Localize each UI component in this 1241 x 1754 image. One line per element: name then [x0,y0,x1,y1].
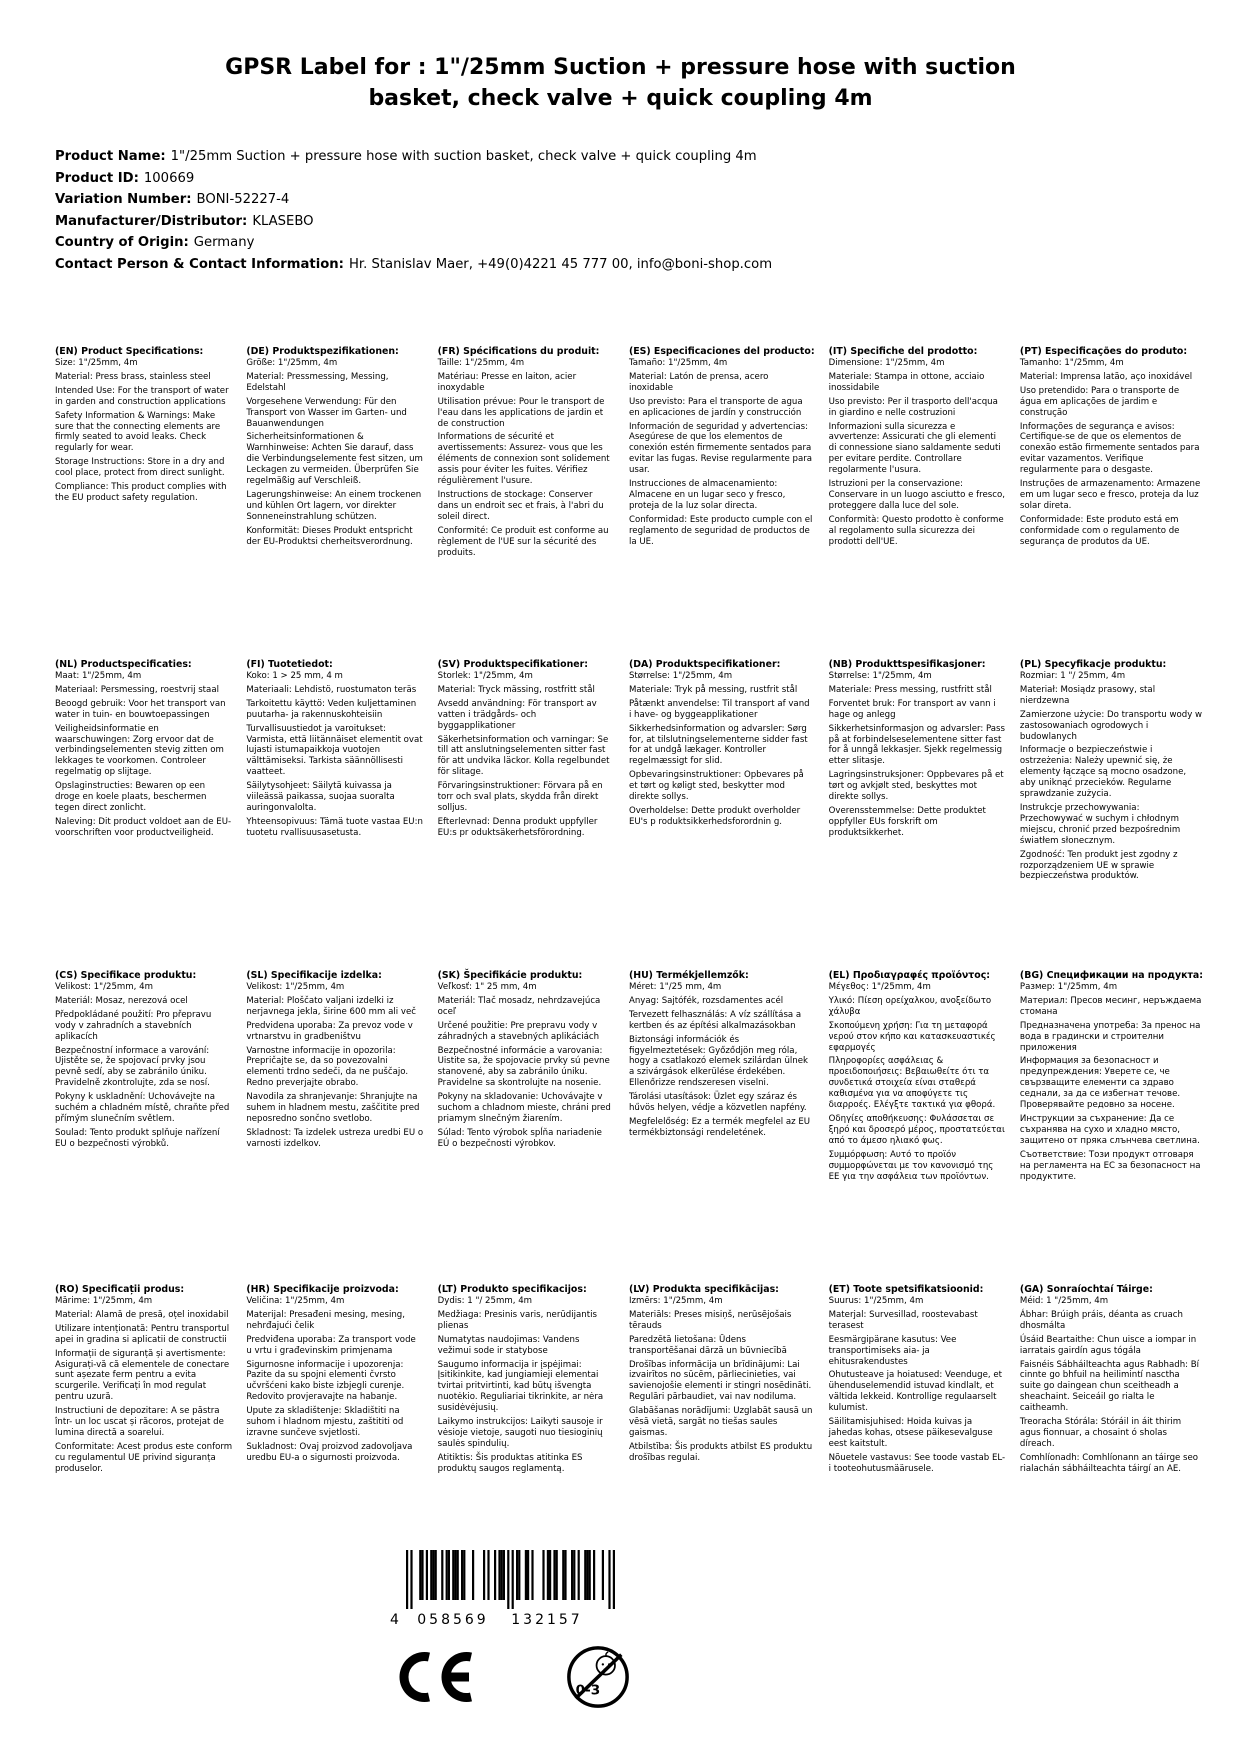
spec-block-ga [1020,1284,1203,1478]
spec-item: Material: Imprensa latão, aço inoxidável [1019,371,1193,382]
spec-item: Méid: 1 "/25mm, 4m [1019,1296,1109,1306]
spec-heading: (HU) Termékjellemzők: [628,970,749,981]
spec-item: Sigurnosne informacije i upozorenja: Pazite da su spojni elementi čvrsto učvršćeni kako biste izbjegli curenje. Redovito provjeravajte na habanje. [246,1359,405,1403]
product-info-value: 1"/25mm Suction + pressure hose with suction basket, check valve + quick coupling 4m [170,149,757,164]
spec-item: Materiál: Mosaz, nerezová ocel [55,995,188,1006]
spec-item: Größe: 1"/25mm, 4m [246,358,338,368]
page-title-line1: GPSR Label for : 1"/25mm Suction + pressure hose with suction [225,55,1016,80]
product-info-value: KLASEBO [252,213,314,229]
spec-block-en [55,346,232,659]
spec-item: Uso previsto: Per il trasporto dell'acqua in giardino e nelle costruzioni [828,396,998,418]
spec-item: Предназначена употреба: За пренос на вода в градински и строителни приложения [1019,1020,1201,1053]
spec-block-lv [629,1284,815,1478]
spec-heading: (LT) Produkto specifikacijos: [437,1284,587,1295]
spec-item: Compliance: This product complies with the EU product safety regulation. [55,482,227,503]
spec-item: Instructiuni de depozitare: A se păstra într- un loc uscat și răcoros, protejat de lumina directă a soarelui. [55,1406,224,1438]
spec-item: Numatytas naudojimas: Vandens vežimui sode ir statybose [437,1334,580,1356]
spec-item: Sicherheitsinformationen & Warnhinweise: Achten Sie darauf, dass die Verbindungselemente fest sitzen, um Leckagen zu vermeiden. Überprüfen Sie regelmäßig auf Verschleiß. [246,432,423,487]
product-info-value: BONI-52227-4 [196,192,290,208]
spec-item: Informações de segurança e avisos: Certifique-se de que os elementos de conexão estão firmemente sentados para evitar vazamentos. Verifique regularmente para o desgaste. [1019,421,1200,476]
spec-item: Opslaginstructies: Bewaren op een droge en koele plaats, beschermen tegen direct zonlicht. [55,781,207,813]
spec-item: Materiaali: Lehdistö, ruostumaton teräs [246,684,417,695]
spec-item: Størrelse: 1"/25mm, 4m [628,671,733,681]
spec-block-et [829,1284,1006,1478]
spec-item: Lagringsinstruksjoner: Oppbevares på et tørt og avkjølt sted, beskyttes mot direkte sollys. [828,770,1004,803]
spec-block-sl [246,970,423,1284]
spec-item: Material: Tryck mässing, rostfritt stål [437,684,595,695]
spec-item: Předpokládané použití: Pro přepravu vody v zahradních a stavebních aplikacích [55,1009,212,1042]
spec-heading: (HR) Specifikacije proizvoda: [246,1284,399,1295]
spec-item: Συμμόρφωση: Αυτό το προϊόν συμμορφώνεται με τον κανονισμό της ΕΕ για την ασφάλεια των προϊόντων. [828,1149,994,1182]
spec-item: Dydis: 1 "/ 25mm, 4m [437,1296,533,1306]
spec-heading: (DE) Produktspezifikationen: [246,346,399,357]
spec-item: Faisnéis Sábháilteachta agus Rabhadh: Bí cinnte go bhfuil na heilimintí nasctha suite go daingean chun sceitheadh a sheachaint. Seiceáil go rialta le caitheamh. [1019,1359,1200,1414]
spec-item: Veiligheidsinformatie en waarschuwingen: Zorg ervoor dat de verbindingselementen stevig zitten om lekkages te voorkomen. Controleer regelmatig op slijtage. [55,723,224,778]
spec-item: Navodila za shranjevanje: Shranjujte na suhem in hladnem mestu, zaščitite pred neposredno sončno svetlobo. [246,1092,420,1124]
spec-item: Instructions de stockage: Conserver dans un endroit sec et frais, à l'abri du soleil direct. [437,489,604,522]
spec-item: Tamanho: 1"/25mm, 4m [1019,358,1124,368]
spec-item: Μέγεθος: 1"/25mm, 4m [828,982,931,992]
spec-heading: (DA) Produktspecifikationer: [628,659,781,670]
spec-item: Dimensione: 1"/25mm, 4m [828,358,945,368]
spec-heading: (NB) Produkttspesifikasjoner: [828,659,986,670]
spec-heading: (FR) Spécifications du produit: [437,346,600,357]
spec-item: Säilitamisjuhised: Hoida kuivas ja jahedas kohas, otsese päikesevalguse eest kaitstult. [828,1417,993,1449]
spec-heading: (EL) Προδιαγραφές προϊόντος: [828,970,991,981]
spec-heading: (NL) Productspecificaties: [55,659,192,670]
spec-item: Atbilstība: Šis produkts atbilst ES produktu drošības regulai. [628,1441,813,1463]
spec-item: Beoogd gebruik: Voor het transport van water in tuin- en bouwtoepassingen [55,698,226,720]
barcode-group-2: 132157 [511,1612,583,1628]
spec-heading: (IT) Specifiche del prodotto: [828,346,978,357]
spec-item: Conformitate: Acest produs este conform cu regulamentul UE privind siguranța produselor. [55,1441,233,1474]
spec-block-cs [55,970,232,1284]
spec-item: Rozmiar: 1 "/ 25mm, 4m [1019,671,1126,681]
spec-item: Soulad: Tento produkt splňuje nařízení EU o bezpečnosti výrobků. [55,1127,220,1149]
page-title-line2: basket, check valve + quick coupling 4m [368,86,873,112]
spec-heading: (FI) Tuotetiedot: [246,659,333,670]
spec-heading: (EN) Product Specifications: [55,346,204,357]
spec-item: Velikost: 1"/25mm, 4m [55,982,153,992]
spec-item: Overensstemmelse: Dette produktet oppfyller EUs forskrift om produktsikkerhet. [828,805,986,838]
spec-item: Opbevaringsinstruktioner: Opbevares på et tørt og køligt sted, beskytter mod direkte sollys. [628,770,804,803]
spec-item: Tervezett felhasználás: A víz szállítása a kertben és az építési alkalmazásokban [628,1009,802,1031]
spec-heading: (PT) Especificações do produto: [1019,346,1188,357]
spec-item: Nõuetele vastavus: See toode vastab EL-i tooteohutusmäärusele. [828,1452,1006,1474]
spec-heading: (ES) Especificaciones del producto: [628,346,815,357]
spec-item: Paredzētā lietošana: Ūdens transportēšanai dārzā un būvniecībā [628,1334,787,1356]
spec-item: Materiał: Mosiądz prasowy, stal nierdzewna [1019,684,1156,706]
spec-block-fr [438,346,615,659]
spec-item: Size: 1"/25mm, 4m [55,358,138,368]
barcode [390,1550,635,1610]
spec-item: Predviđena uporaba: Za transport vode u vrtu i građevinskim primjenama [246,1334,416,1356]
spec-heading: (SK) Špecifikácie produktu: [437,970,583,981]
spec-item: Pokyny na skladovanie: Uchovávajte v suchom a chladnom mieste, chráni pred priamym slnečným žiarením. [437,1092,611,1124]
spec-block-el [829,970,1006,1284]
spec-heading: (PL) Specyfikacje produktu: [1019,659,1167,670]
footer-marks [390,1550,635,1710]
spec-item: Uso previsto: Para el transporte de agua en aplicaciones de jardín y construcción [628,396,803,418]
barcode-group-1: 058569 [417,1612,489,1628]
spec-item: Πληροφορίες ασφάλειας & προειδοποιήσεις: Βεβαιωθείτε ότι τα συνδετικά στοιχεία είναι σταθερά καθισμένα για να αποφύγετε τις διαρροές. Ελέγξτε τακτικά για φθορά. [828,1056,996,1111]
spec-item: Utilizare intenționată: Pentru transportul apei in gradina si aplicatii de constructii [55,1323,230,1345]
spec-item: Atitiktis: Šis produktas atitinka ES produktų saugos reglamentą. [437,1452,583,1474]
spec-item: Tarkoitettu käyttö: Veden kuljettaminen puutarha- ja rakennuskohteisiin [246,698,417,720]
spec-item: Lagerungshinweise: An einem trockenen und kühlen Ort lagern, vor direkter Sonneneinstrahlung schützen. [246,489,422,522]
spec-heading: (GA) Sonraíochtaí Táirge: [1019,1284,1153,1295]
product-info-label: Contact Person & Contact Information: [55,256,344,272]
spec-item: Størrelse: 1"/25mm, 4m [828,671,932,681]
spec-item: Eesmärgipärane kasutus: Vee transportimiseks aia- ja ehitusrakendustes [828,1334,957,1367]
spec-item: Material: Press brass, stainless steel [55,371,211,382]
spec-item: Uso pretendido: Para o transporte de água em aplicações de jardim e construção [1019,385,1180,418]
spec-item: Säilytysohjeet: Säilytä kuivassa ja viileässä paikassa, suojaa suoralta auringonvalolta. [246,781,395,813]
spec-heading: (CS) Specifikace produktu: [55,970,197,981]
spec-heading: (SV) Produktspecifikationer: [437,659,588,670]
spec-item: Méret: 1"/25 mm, 4m [628,982,722,992]
spec-item: Suurus: 1"/25mm, 4m [828,1296,924,1306]
spec-item: Ábhar: Brúigh práis, déanta as cruach dhosmálta [1019,1309,1183,1331]
spec-item: Mărime: 1"/25mm, 4m [55,1296,153,1306]
page-title [0,52,1241,114]
spec-item: Materiale: Press messing, rustfritt stål [828,684,992,695]
spec-item: Materiale: Stampa in ottone, acciaio inossidabile [828,371,985,393]
spec-item: Koko: 1 > 25 mm, 4 m [246,671,343,681]
spec-item: Informazioni sulla sicurezza e avvertenze: Assicurati che gli elementi di connessione siano saldamente seduti per evitare perdite. Controllare regolarmente l'usura. [828,421,1001,476]
spec-item: Upute za skladištenje: Skladištiti na suhom i hladnom mjestu, zaštititi od izravne sunčeve svjetlosti. [246,1406,404,1438]
spec-item: Материал: Пресов месинг, неръждаема стомана [1019,995,1202,1017]
spec-item: Conformità: Questo prodotto è conforme al regolamento sulla sicurezza dei prodotti dell'UE. [828,514,1004,547]
product-info-row [55,146,1201,168]
spec-item: Material: Latón de prensa, acero inoxidable [628,371,769,393]
spec-heading: (SL) Specifikacije izdelka: [246,970,382,981]
spec-block-bg [1020,970,1203,1284]
spec-heading: (LV) Produkta specifikācijas: [628,1284,779,1295]
spec-item: Bezpečnostní informace a varování: Ujistěte se, že spojovací prvky jsou pevně sedí, aby se zabránilo úniku. Pravidelně zkontrolujte, zda se nosí. [55,1045,210,1089]
product-info-row [55,168,1201,190]
product-info-row [55,211,1201,233]
spec-item: Instrucciones de almacenamiento: Almacene en un lugar seco y fresco, proteja de la luz solar directa. [628,479,786,511]
spec-item: Materiāls: Preses misiņš, nerūsējošais tērauds [628,1309,792,1331]
spec-block-pl [1020,659,1203,970]
spec-block-hr [246,1284,423,1478]
product-info-row [55,189,1201,211]
spec-block-hu [629,970,815,1284]
spec-item: Naleving: Dit product voldoet aan de EU- voorschriften voor productveiligheid. [55,816,232,838]
spec-block-it [829,346,1006,659]
spec-item: Materiaal: Persmessing, roestvrij staal [55,684,219,695]
spec-item: Materiál: Tlač mosadz, nehrdzavejúca oceľ [437,995,601,1017]
product-info-label: Manufacturer/Distributor: [55,213,248,229]
spec-item: Treoracha Stórála: Stóráil in áit thirim agus fionnuar, a chosaint ó sholas díreach. [1019,1417,1182,1449]
spec-heading: (ET) Toote spetsifikatsioonid: [828,1284,984,1295]
spec-block-pt [1020,346,1203,659]
product-info [55,146,1201,276]
spec-item: Информация за безопасност и предупреждения: Уверете се, че свързващите елементи са здраво седнали, за да се избегнат течове. Проверявайте редовно за носене. [1019,1056,1181,1111]
spec-item: Overholdelse: Dette produkt overholder EU's p roduktsikkerhedsforordnin g. [628,805,801,827]
spec-item: Información de seguridad y advertencias: Asegúrese de que los elementos de conexión estén firmemente sentados para evitar las fugas. Revise regularmente para usar. [628,421,813,476]
spec-item: Υλικό: Πίεση ορείχαλκου, ανοξείδωτο χάλυβα [828,995,992,1017]
spec-item: Storage Instructions: Store in a dry and cool place, protect from direct sunlight. [55,457,225,479]
spec-block-lt [438,1284,615,1478]
spec-item: Инструкции за съхранение: Да се съхранява на сухо и хладно място, защитено от пряка слънчева светлина. [1019,1113,1200,1146]
spec-item: Utilisation prévue: Pour le transport de l'eau dans les applications de jardin et de construction [437,396,605,429]
spec-item: Conformité: Ce produit est conforme au règlement de l'UE sur la sécurité des produits. [437,525,609,558]
spec-item: Izmērs: 1"/25mm, 4m [628,1296,723,1306]
spec-heading: (RO) Specificații produs: [55,1284,185,1295]
spec-block-sv [438,659,615,970]
spec-item: Taille: 1"/25mm, 4m [437,358,525,368]
spec-item: Storlek: 1"/25mm, 4m [437,671,533,681]
spec-item: Bezpečnostné informácie a varovania: Uistite sa, že spojovacie prvky sú pevne stanovené, aby sa zabránilo úniku. Pravidelne sa skontrolujte na nosenie. [437,1045,610,1089]
spec-item: Konformität: Dieses Produkt entspricht der EU-Produktsi cherheitsverordnung. [246,525,413,547]
spec-item: Materijal: Presađeni mesing, mesing, nehrđajući čelik [246,1309,405,1331]
spec-item: Съответствие: Този продукт отговаря на регламента на ЕС за безопасност на продуктите. [1019,1149,1201,1182]
spec-item: Veľkosť: 1" 25 mm, 4m [437,982,537,992]
spec-block-ro [55,1284,232,1478]
spec-item: Varnostne informacije in opozorila: Prepričajte se, da so povezovalni elementi trdno sedeči, da ne puščajo. Redno preverjajte obrabo. [246,1045,409,1089]
spec-item: Materiale: Tryk på messing, rustfrit stål [628,684,798,695]
spec-item: Úsáid Beartaithe: Chun uisce a iompar in iarratais gairdín agus tógála [1019,1334,1197,1356]
spec-item: Comhlíonadh: Comhlíonann an táirge seo rialachán sábháilteachta táirgí an AE. [1019,1452,1199,1474]
spec-item: Laikymo instrukcijos: Laikyti sausoje ir vėsioje vietoje, saugoti nuo tiesioginių saulės spindulių. [437,1417,603,1449]
product-info-label: Product Name: [55,149,166,164]
ce-mark-icon [392,1649,476,1705]
spec-item: Instrukcje przechowywania: Przechowywać w suchym i chłodnym miejscu, chronić przed bezpośrednim światłem słonecznym. [1019,802,1181,846]
spec-item: Vorgesehene Verwendung: Für den Transport von Wasser im Garten- und Bauanwendungen [246,396,407,429]
spec-item: Veličina: 1"/25mm, 4m [246,1296,345,1306]
spec-item: Tamaño: 1"/25mm, 4m [628,358,728,368]
spec-item: Zgodność: Ten produkt jest zgodny z rozporządzeniem UE w sprawie bezpieczeństwa produktów. [1019,849,1178,882]
spec-item: Tárolási utasítások: Üzlet egy száraz és hűvös helyen, védje a közvetlen napfény. [628,1092,807,1114]
spec-item: Megfelelőség: Ez a termék megfelel az EU termékbiztonsági rendeletének. [628,1116,811,1138]
spec-item: Sikkerhedsinformation og advarsler: Sørg for, at tilslutningselementerne sidder fast for at undgå lækager. Kontroller regelmæssigt for slid. [628,723,808,767]
spec-item: Intended Use: For the transport of water in garden and construction applications [55,385,229,407]
spec-item: Säkerhetsinformation och varningar: Se till att anslutningselementen sitter fast för att undvika läckor. Kolla regelbundet för slitage. [437,734,610,778]
spec-item: Conformidade: Este produto está em conformidade com o regulamento de segurança de produtos da UE. [1019,514,1180,547]
spec-item: Maat: 1"/25mm, 4m [55,671,142,681]
spec-block-de [246,346,423,659]
spec-block-sk [438,970,615,1284]
spec-item: Určené použitie: Pre prepravu vody v záhradných a stavebných aplikáciách [437,1020,600,1042]
age-warning-text: 0-3 [575,1682,601,1699]
spec-item: Drošības informācija un brīdinājumi: Lai izvairītos no sūcēm, pārliecinieties, vai savienojošie elementi ir stingri nosēdināti. Regulāri pārbaudiet, vai nav nodiluma. [628,1359,812,1403]
spec-item: Efterlevnad: Denna produkt uppfyller EU:s pr oduktsäkerhetsförordning. [437,816,598,838]
spec-block-nl [55,659,232,970]
compliance-marks [390,1644,635,1710]
spec-item: Zamierzone użycie: Do transportu wody w zastosowaniach ogrodowych i budowlanych [1019,709,1203,742]
spec-item: Ohutusteave ja hoiatused: Veenduge, et ühenduselemendid istuvad kindlalt, et vältida lekkeid. Kontrollige regulaarselt kulumist. [828,1370,1002,1414]
spec-item: Informații de siguranță și avertismente: Asigurați-vă că elementele de conectare sunt așezate ferm pentru a evita scurgerile. Verificați în mod regulat pentru uzură. [55,1348,230,1403]
spec-item: Σκοπούμενη χρήση: Για τη μεταφορά νερού στον κήπο και κατασκευαστικές εφαρμογές [828,1020,996,1053]
spec-item: Safety Information & Warnings: Make sure that the connecting elements are firmly seated to avoid leaks. Check regularly for wear. [55,410,221,454]
spec-item: Instruções de armazenamento: Armazene em um lugar seco e fresco, proteja da luz solar direta. [1019,479,1201,511]
spec-block-nb [829,659,1006,970]
spec-item: Conformidad: Este producto cumple con el reglamento de seguridad de productos de la UE. [628,514,813,547]
spec-item: Medžiaga: Presinis varis, nerūdijantis plienas [437,1309,597,1331]
spec-item: Matériau: Presse en laiton, acier inoxydable [437,371,577,393]
barcode-number [390,1612,613,1628]
product-info-value: 100669 [143,170,195,186]
spec-item: Informacje o bezpieczeństwie i ostrzeżenia: Należy upewnić się, że elementy łączące są mocno osadzone, aby uniknąć przecieków. Regularne sprawdzanie zużycia. [1019,745,1187,800]
spec-block-da [629,659,815,970]
spec-item: Predvidena uporaba: Za prevoz vode v vrtnarstvu in gradbeništvu [246,1020,413,1042]
specs-grid [55,346,1203,1478]
product-info-label: Product ID: [55,170,139,186]
spec-item: Οδηγίες αποθήκευσης: Φυλάσσεται σε ξηρό και δροσερό μέρος, προστατεύεται από το άμεσο ηλιακό φως. [828,1113,1005,1146]
product-info-value: Germany [193,235,255,251]
spec-item: Velikost: 1"/25mm, 4m [246,982,345,992]
spec-block-fi [246,659,423,970]
spec-item: Material: Pressmessing, Messing, Edelstahl [246,371,389,393]
product-info-row [55,232,1201,254]
spec-item: Biztonsági információk és figyelmeztetések: Győződjön meg róla, hogy a csatlakozó elemek szilárdan ülnek a szivárgások elkerülése érdekében. Ellenőrizze rendszeresen viselni. [628,1034,809,1089]
spec-item: Turvallisuustiedot ja varoitukset: Varmista, että liitännäiset elementit ovat lujasti istumapaikkoja vuotojen välttämiseksi. Tarkista säännöllisesti vaatteet. [246,723,423,778]
spec-item: Anyag: Sajtófék, rozsdamentes acél [628,995,784,1006]
product-info-value: Hr. Stanislav Maer, +49(0)4221 45 777 00, info@boni-shop.com [348,256,773,272]
spec-item: Glabāšanas norādījumi: Uzglabāt sausā un vēsā vietā, sargāt no tiešas saules gaismas. [628,1406,813,1438]
product-info-label: Variation Number: [55,192,192,208]
age-warning-0-3-icon [565,1644,631,1710]
spec-item: Påtænkt anvendelse: Til transport af vand i have- og byggeapplikationer [628,698,810,720]
spec-item: Informations de sécurité et avertissements: Assurez- vous que les éléments de connexion sont solidement assis pour éviter les fuites. Vérifiez régulièrement l'usure. [437,432,610,487]
spec-item: Material: Alamă de presă, oțel inoxidabil [55,1309,229,1320]
spec-block-es [629,346,815,659]
barcode-bars-icon [406,1550,615,1610]
spec-item: Avsedd användning: För transport av vatten i trädgårds- och byggapplikationer [437,698,597,731]
spec-item: Pokyny k uskladnění: Uchovávejte na suchém a chladném místě, chraňte před přímým slunečním světlem. [55,1092,230,1124]
spec-item: Sukladnost: Ovaj proizvod zadovoljava uredbu EU-a o sigurnosti proizvoda. [246,1441,413,1463]
barcode-digit-lead: 4 [390,1612,399,1628]
spec-item: Súlad: Tento výrobok spĺňa nariadenie EÚ o bezpečnosti výrobkov. [437,1127,602,1149]
spec-heading: (BG) Спецификации на продукта: [1019,970,1203,981]
spec-item: Skladnost: Ta izdelek ustreza uredbi EU o varnosti izdelkov. [246,1127,424,1149]
spec-item: Istruzioni per la conservazione: Conservare in un luogo asciutto e fresco, proteggere dalla luce del sole. [828,479,1005,511]
spec-item: Yhteensopivuus: Tämä tuote vastaa EU:n tuotetu rvallisuusasetusta. [246,816,423,838]
spec-item: Размер: 1"/25mm, 4m [1019,982,1118,992]
spec-item: Forventet bruk: For transport av vann i hage og anlegg [828,698,996,720]
spec-item: Saugumo informacija ir įspėjimai: Įsitikinkite, kad jungiamieji elementai tvirtai pritvirtinti, kad būtų išvengta nuotėkio. Reguliariai tikrinkite, ar nėra susidėvėjusių. [437,1359,604,1414]
spec-item: Förvaringsinstruktioner: Förvara på en torr och sval plats, skydda från direkt solljus. [437,781,603,813]
spec-item: Materjal: Survesillad, roostevabast terasest [828,1309,978,1331]
product-info-label: Country of Origin: [55,235,189,251]
product-info-row [55,254,1201,276]
spec-item: Sikkerhetsinformasjon og advarsler: Pass på at forbindelseselementene sitter fast for å unngå lekkasjer. Sjekk regelmessig etter slitasje. [828,723,1006,767]
spec-item: Material: Ploščato valjani izdelki iz nerjavnega jekla, širine 600 mm ali več [246,995,417,1017]
